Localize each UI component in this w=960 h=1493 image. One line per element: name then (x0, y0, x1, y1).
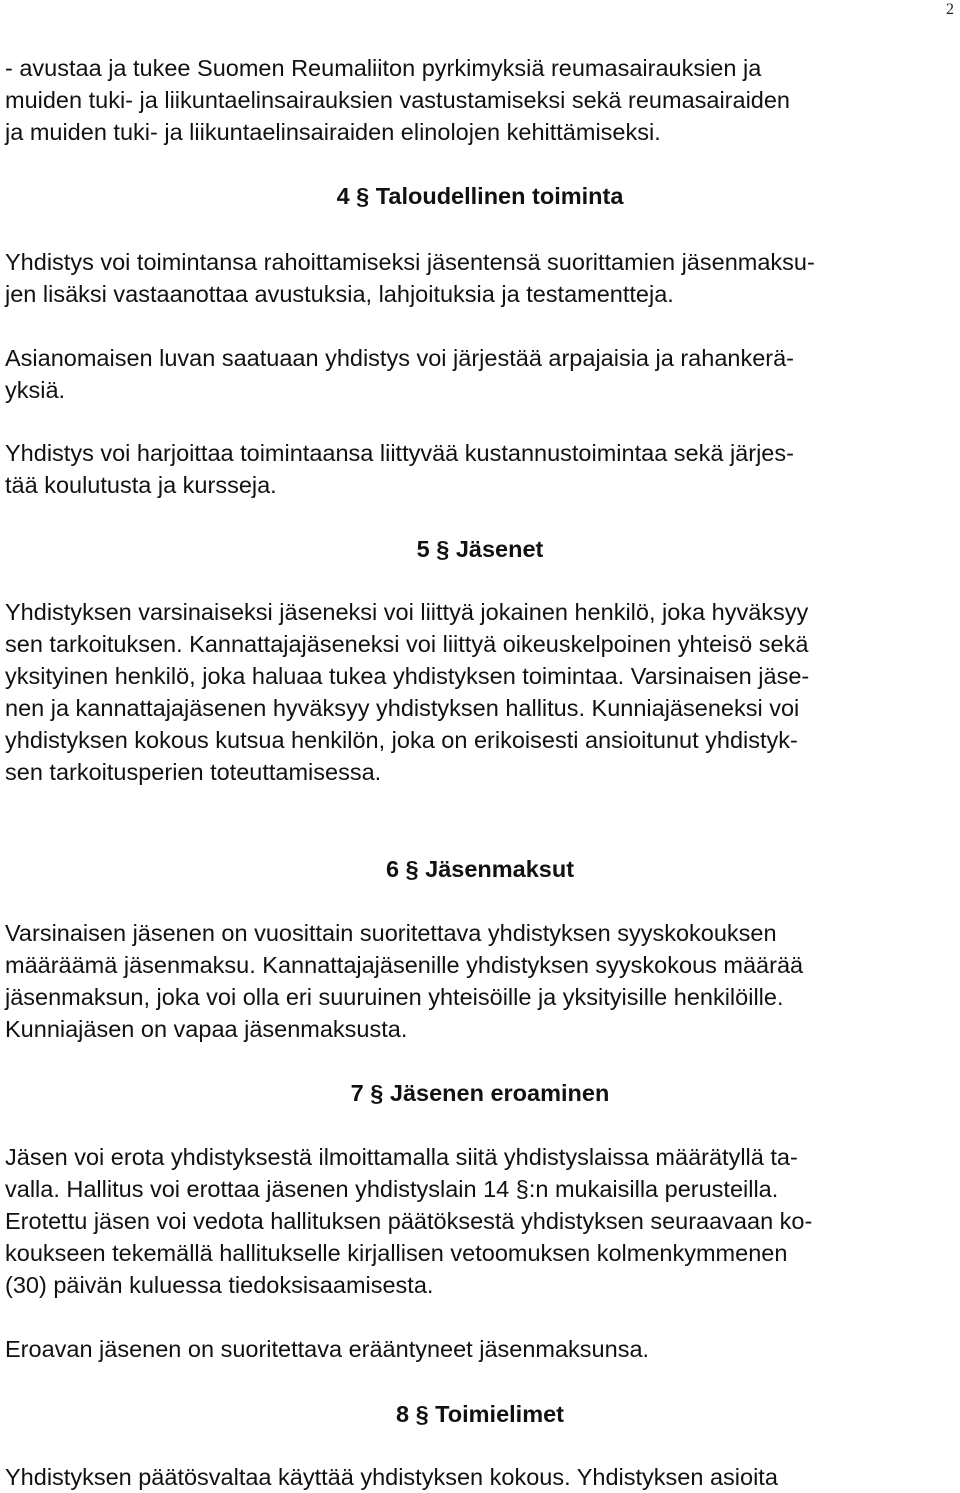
section-5-paragraph-line: yhdistyksen kokous kutsua henkilön, joka on erikoisesti ansioitunut yhdistyk- (5, 727, 798, 753)
section-4-paragraph-line: Yhdistys voi harjoittaa toimintaansa liittyvää kustannustoimintaa sekä järjes- (5, 440, 794, 466)
section-8-heading: 8 § Toimielimet (395, 1401, 565, 1427)
section-7-paragraph-line: (30) päivän kuluessa tiedoksisaamisesta. (5, 1272, 434, 1298)
section-8-paragraph-line: Yhdistyksen päätösvaltaa käyttää yhdistyksen kokous. Yhdistyksen asioita (5, 1464, 778, 1490)
section-5-paragraph-line: sen tarkoitusperien toteuttamisessa. (5, 759, 382, 785)
section-6-heading: 6 § Jäsenmaksut (385, 856, 575, 882)
section-5-paragraph-line: nen ja kannattajajäsenen hyväksyy yhdistyksen hallitus. Kunniajäseneksi voi (5, 695, 800, 721)
section-6-paragraph-line: määräämä jäsenmaksu. Kannattajajäsenille yhdistyksen syyskokous määrää (5, 952, 804, 978)
intro-line: ja muiden tuki- ja liikuntaelinsairaiden elinolojen kehittämiseksi. (5, 119, 661, 145)
section-5-heading: 5 § Jäsenet (416, 536, 544, 562)
section-7-paragraph-line: Eroavan jäsenen on suoritettava erääntyneet jäsenmaksunsa. (5, 1336, 650, 1362)
section-6-paragraph-line: Varsinaisen jäsenen on vuosittain suoritettava yhdistyksen syyskokouksen (5, 920, 777, 946)
section-7-heading: 7 § Jäsenen eroaminen (350, 1080, 610, 1106)
section-7-paragraph-line: koukseen tekemällä hallitukselle kirjallisen vetoomuksen kolmenkymmenen (5, 1240, 788, 1266)
intro-line: muiden tuki- ja liikuntaelinsairauksien vastustamiseksi sekä reumasairaiden (5, 87, 791, 113)
section-4-paragraph-line: tää koulutusta ja kursseja. (5, 472, 277, 498)
section-4-paragraph-line: Asianomaisen luvan saatuaan yhdistys voi järjestää arpajaisia ja rahankerä- (5, 345, 794, 371)
intro-line: - avustaa ja tukee Suomen Reumaliiton pyrkimyksiä reumasairauksien ja (5, 55, 762, 81)
section-5-paragraph-line: sen tarkoituksen. Kannattajajäseneksi voi liittyä oikeuskelpoinen yhteisö sekä (5, 631, 809, 657)
page-number: 2 (946, 1, 954, 18)
section-7-paragraph-line: Erotettu jäsen voi vedota hallituksen päätöksestä yhdistyksen seuraavaan ko- (5, 1208, 813, 1234)
section-4-paragraph-line: yksiä. (5, 377, 66, 403)
section-4-paragraph-line: Yhdistys voi toimintansa rahoittamiseksi jäsentensä suorittamien jäsenmaksu- (5, 249, 815, 275)
section-5-paragraph-line: Yhdistyksen varsinaiseksi jäseneksi voi liittyä jokainen henkilö, joka hyväksyy (5, 599, 809, 625)
section-7-paragraph-line: Jäsen voi erota yhdistyksestä ilmoittamalla siitä yhdistyslaissa määrätyllä ta- (5, 1144, 798, 1170)
section-7-paragraph-line: valla. Hallitus voi erottaa jäsenen yhdistyslain 14 §:n mukaisilla perusteilla. (5, 1176, 779, 1202)
section-4-heading: 4 § Taloudellinen toiminta (336, 183, 624, 209)
section-6-paragraph-line: Kunniajäsen on vapaa jäsenmaksusta. (5, 1016, 408, 1042)
section-6-paragraph-line: jäsenmaksun, joka voi olla eri suuruinen yhteisöille ja yksityisille henkilöille. (5, 984, 784, 1010)
section-5-paragraph-line: yksityinen henkilö, joka haluaa tukea yhdistyksen toimintaa. Varsinaisen jäse- (5, 663, 810, 689)
section-4-paragraph-line: jen lisäksi vastaanottaa avustuksia, lahjoituksia ja testamentteja. (5, 281, 674, 307)
